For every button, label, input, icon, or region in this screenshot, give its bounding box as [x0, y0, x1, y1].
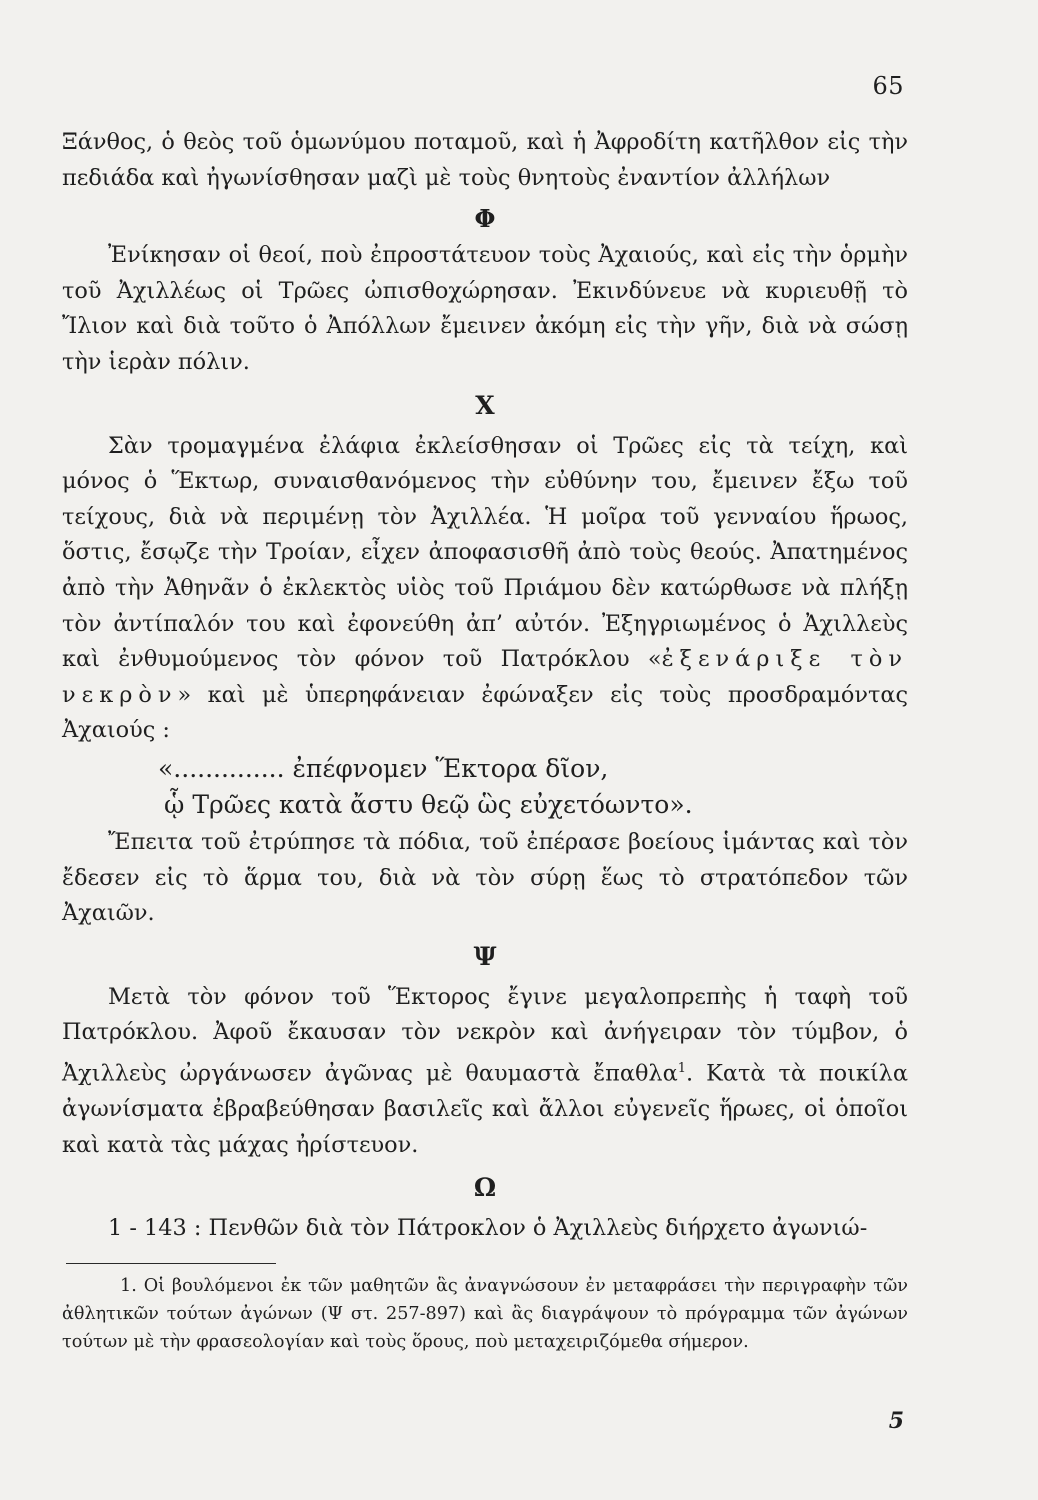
signature-mark: 5: [888, 1408, 904, 1434]
footnote-rule: [66, 1263, 276, 1264]
footnote-mark: 1: [677, 1060, 687, 1076]
spaced-quote: ἐξενάριξε τὸν νεκρὸν: [62, 646, 908, 708]
rhapsody-letter-phi: Φ: [474, 204, 496, 234]
verse-line-1: «.............. ἐπέφνομεν Ἕκτορα δῖον,: [158, 753, 609, 783]
footnote: 1. Οἱ βουλόμενοι ἐκ τῶν μαθητῶν ἃς ἀναγνώσουν ἐν μεταφράσει τὴν περιγραφὴν τῶν ἀθλητικῶν τούτων ἀγώνων (Ψ στ. 257-897) καὶ ἂς διαγράψουν τὸ πρόγραμμα τῶν ἀγώνων τούτων μὲ τὴν φρασεολογίαν καὶ τοὺς ὅρους, ποὺ μεταχειριζόμεθα σήμερον.: [62, 1275, 908, 1352]
paragraph-psi: [62, 980, 908, 1163]
rhapsody-letter-psi: Ψ: [473, 941, 497, 971]
paragraph-phi: Ἐνίκησαν οἱ θεοί, ποὺ ἐπροστάτευον τοὺς Ἀχαιούς, καὶ εἰς τὴν ὁρμὴν τοῦ Ἀχιλλέως οἱ Τρῶες ὠπισθοχώρησαν. Ἐκινδύνευε νὰ κυριευθῇ τὸ Ἴλιον καὶ διὰ τοῦτο ὁ Ἀπόλλων ἔμεινεν ἀκόμη εἰς τὴν γῆν, διὰ νὰ σώσῃ τὴν ἱερὰν πόλιν.: [62, 242, 908, 375]
paragraph-psi-text-2: . Κατὰ τὰ ποικίλα ἀγωνίσματα ἐβραβεύθησαν βασιλεῖς καὶ ἄλλοι εὐγενεῖς ἥρωες, οἱ ὁποῖοι καὶ κατὰ τὰς μάχας ἠρίστευον.: [62, 1060, 908, 1158]
verse-quote: [158, 751, 908, 823]
paragraph-chi: [62, 429, 908, 749]
paragraph-psi-text-1: Μετὰ τὸν φόνον τοῦ Ἕκτορος ἔγινε μεγαλοπρεπὴς ἡ ταφὴ τοῦ Πατρόκλου. Ἀφοῦ ἔκαυσαν τὸν νεκρὸν καὶ ἀνήγειραν τὸν τύμβον, ὁ Ἀχιλλεὺς ὠργάνωσεν ἀγῶνας μὲ θαυμαστὰ ἔπαθλα: [62, 983, 908, 1087]
rhapsody-letter-omega: Ω: [473, 1173, 497, 1203]
verse-line-2: ᾧ Τρῶες κατὰ ἄστυ θεῷ ὣς εὐχετόωντο».: [164, 789, 693, 819]
paragraph-xanthos: Ξάνθος, ὁ θεὸς τοῦ ὁμωνύμου ποταμοῦ, καὶ ἡ Ἀφροδίτη κατῆλθον εἰς τὴν πεδιάδα καὶ ἠγωνίσθησαν μαζὶ μὲ τοὺς θνητοὺς ἐναντίον ἀλλήλων: [62, 129, 908, 191]
page-number: 65: [872, 72, 904, 100]
paragraph-chi-text-1: Σὰν τρομαγμένα ἐλάφια ἐκλείσθησαν οἱ Τρῶες εἰς τὰ τείχη, καὶ μόνος ὁ Ἕκτωρ, συναισθανόμενος τὴν εὐθύνην του, ἔμεινεν ἔξω τοῦ τείχους, διὰ νὰ περιμένῃ τὸν Ἀχιλλέα. Ἡ μοῖρα τοῦ γενναίου ἥρωος, ὅστις, ἔσῳζε τὴν Τροίαν, εἶχεν ἀποφασισθῆ ἀπὸ τοὺς θεούς. Ἀπατημένος ἀπὸ τὴν Ἀθηνᾶν ὁ ἐκλεκτὸς υἱὸς τοῦ Πριάμου δὲν κατώρθωσε νὰ πλήξῃ τὸν ἀντίπαλόν του καὶ ἐφονεύθη ἀπ’ αὐτόν. Ἐξηγριωμένος ὁ Ἀχιλλεὺς καὶ ἐνθυμούμενος τὸν φόνον τοῦ Πατρόκλου «: [62, 432, 908, 673]
rhapsody-letter-chi: Χ: [475, 390, 495, 420]
paragraph-omega: 1 - 143 : Πενθῶν διὰ τὸν Πάτροκλον ὁ Ἀχιλλεὺς διήρχετο ἀγωνιώ-: [108, 1215, 868, 1242]
page-content: [62, 125, 908, 1356]
paragraph-chi-text-2: » καὶ μὲ ὑπερηφάνειαν ἐφώναξεν εἰς τοὺς προσδραμόντας Ἀχαιούς :: [62, 681, 908, 744]
paragraph-chi-continued: Ἔπειτα τοῦ ἐτρύπησε τὰ πόδια, τοῦ ἐπέρασε βοείους ἱμάντας καὶ τὸν ἔδεσεν εἰς τὸ ἅρμα του, διὰ νὰ τὸν σύρῃ ἕως τὸ στρατόπεδον τῶν Ἀχαιῶν.: [62, 828, 908, 927]
